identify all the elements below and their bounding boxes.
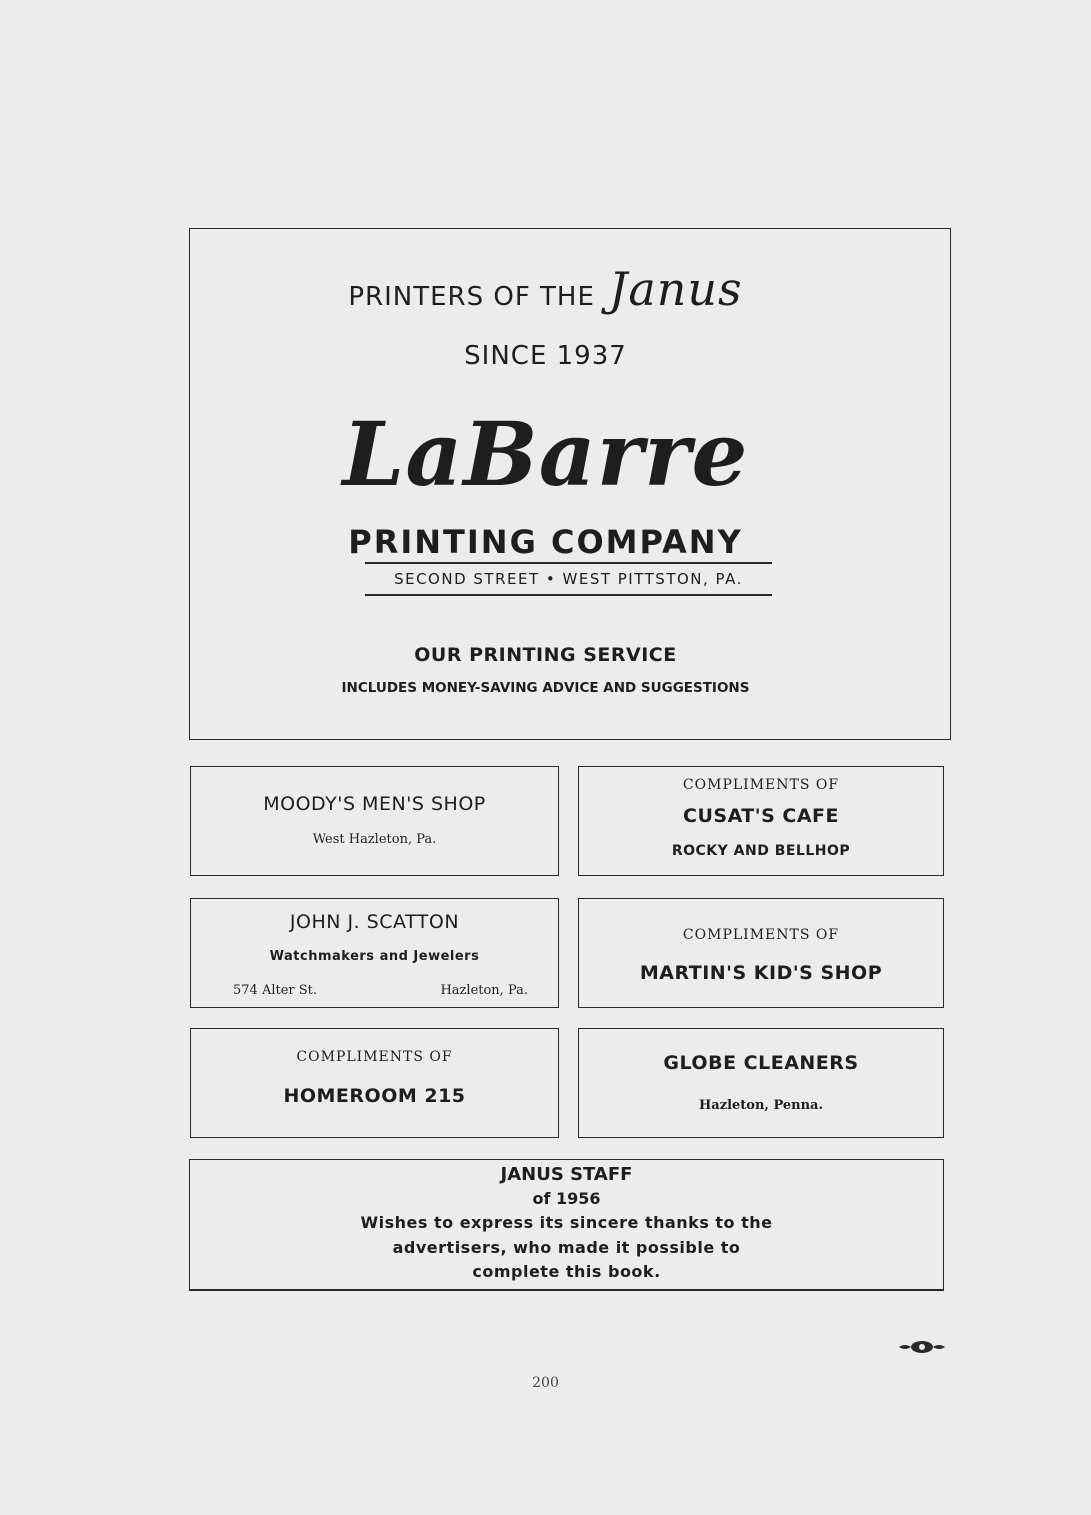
labarre-logo-script: LaBarre [342, 402, 749, 506]
printing-company-name: PRINTING COMPANY [348, 523, 743, 561]
printer-ornament-icon [897, 1338, 947, 1356]
company-address: SECOND STREET • WEST PITTSTON, PA. [365, 562, 772, 596]
staff-line-3: complete this book. [472, 1262, 661, 1281]
printing-service-heading: OUR PRINTING SERVICE [414, 644, 677, 666]
scatton-ad [190, 898, 559, 1008]
scatton-street: 574 Alter St. [233, 983, 318, 998]
homeroom-ad [190, 1028, 559, 1138]
martins-ad [578, 898, 944, 1008]
cusats-sub: ROCKY AND BELLHOP [671, 843, 851, 859]
moodys-name: MOODY'S MEN'S SHOP [263, 793, 486, 815]
staff-line-2: advertisers, who made it possible to [392, 1238, 741, 1257]
page-number: 200 [532, 1375, 559, 1391]
staff-year: of 1956 [532, 1189, 601, 1208]
moodys-location: West Hazleton, Pa. [312, 832, 437, 847]
printers-heading [0, 262, 1091, 316]
cusats-compliments: COMPLIMENTS OF [682, 777, 840, 793]
martins-compliments: COMPLIMENTS OF [682, 927, 840, 943]
staff-title: JANUS STAFF [500, 1164, 633, 1185]
globe-location: Hazleton, Penna. [698, 1098, 824, 1113]
printing-service-tagline: INCLUDES MONEY-SAVING ADVICE AND SUGGESTIONS [341, 680, 750, 696]
cusats-name: CUSAT'S CAFE [683, 805, 839, 827]
moodys-ad [190, 766, 559, 876]
janus-script-title: Janus [608, 262, 743, 316]
martins-name: MARTIN'S KID'S SHOP [639, 962, 883, 984]
staff-thanks-box [189, 1159, 944, 1291]
homeroom-compliments: COMPLIMENTS OF [296, 1049, 453, 1065]
globe-ad [578, 1028, 944, 1138]
printers-of-the-text: PRINTERS OF THE [348, 282, 595, 312]
globe-name: GLOBE CLEANERS [663, 1052, 859, 1074]
scatton-city: Hazleton, Pa. [440, 983, 528, 998]
scatton-name: JOHN J. SCATTON [289, 911, 460, 933]
scatton-trade: Watchmakers and Jewelers [269, 949, 480, 964]
cusats-ad [578, 766, 944, 876]
staff-line-1: Wishes to express its sincere thanks to the [360, 1213, 773, 1232]
homeroom-name: HOMEROOM 215 [283, 1085, 466, 1107]
since-year: SINCE 1937 [464, 341, 627, 371]
